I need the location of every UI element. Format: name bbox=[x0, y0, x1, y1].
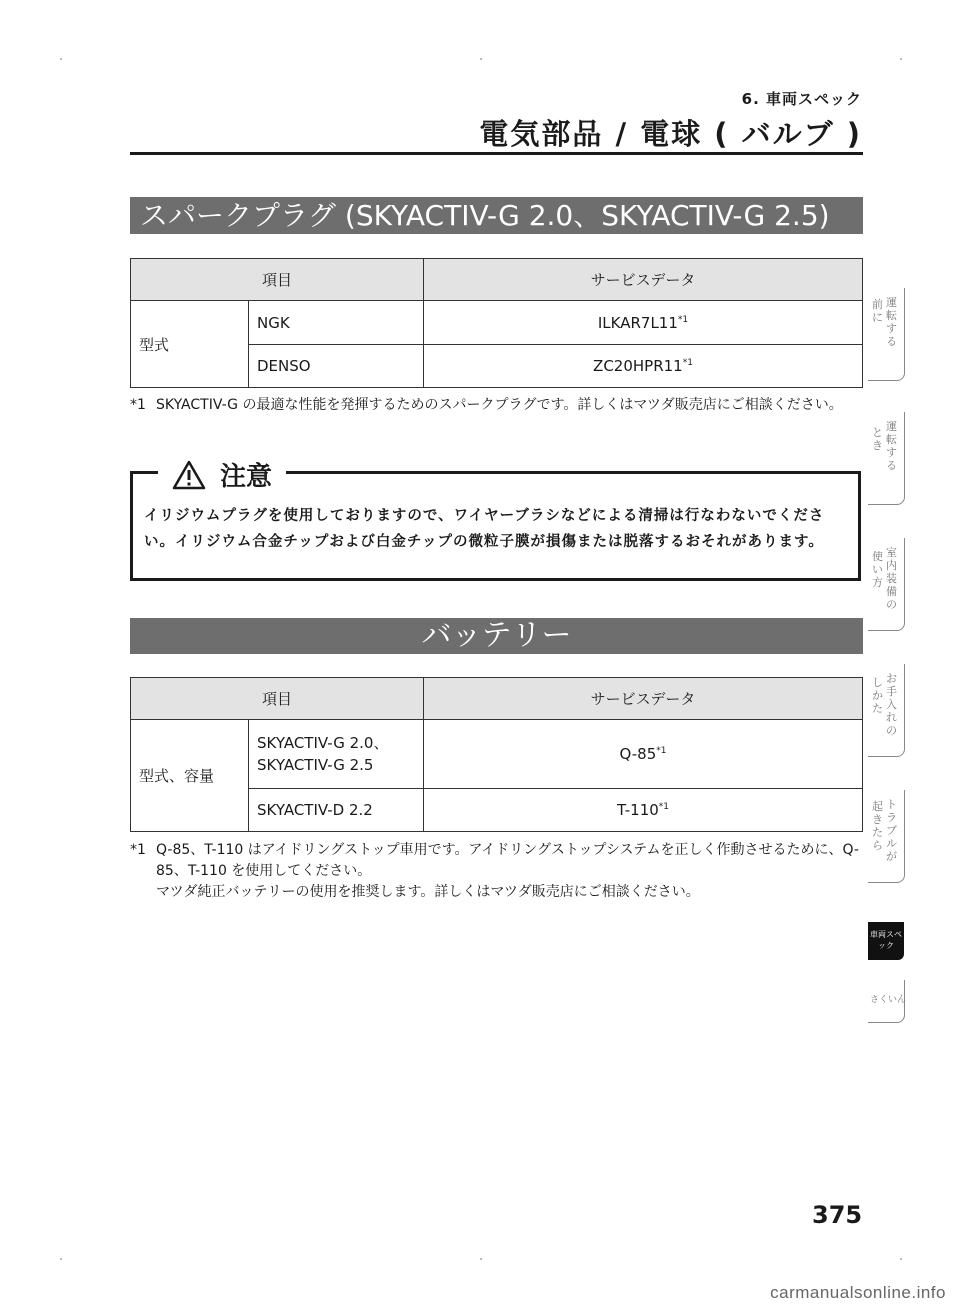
battery-type-label: 型式、容量 bbox=[131, 720, 249, 831]
crop-mark bbox=[900, 1258, 902, 1260]
side-tab-before-driving[interactable]: 前に 運転する bbox=[868, 288, 905, 381]
caution-text: イリジウムプラグを使用しておりますので、ワイヤーブラシなどによる清掃は行なわないでください。イリジウム合金チップおよび白金チップの微粒子膜が損傷または脱落するおそれがあります。 bbox=[144, 508, 825, 550]
footnote-mark: *1 bbox=[656, 746, 667, 756]
side-tab-interior[interactable]: 使い方 室内装備の bbox=[868, 538, 905, 631]
crop-mark bbox=[60, 1258, 62, 1260]
column-header-item: 項目 bbox=[131, 259, 424, 301]
battery-table bbox=[130, 677, 863, 832]
spark-value-ngk: ILKAR7L11$^{*1}$ bbox=[424, 301, 863, 345]
spark-maker-denso: DENSO bbox=[257, 357, 311, 375]
caution-title: 注意 bbox=[220, 462, 273, 492]
spark-value-denso: ZC20HPR11$^{*1}$ bbox=[424, 345, 863, 388]
crop-mark bbox=[900, 58, 902, 60]
spark-maker-ngk: NGK bbox=[249, 301, 423, 345]
battery-value-q85: Q-85$^{*1}$ bbox=[424, 720, 863, 789]
side-tab-specifications[interactable]: 車両スペック bbox=[868, 922, 904, 960]
spark-type-cell bbox=[131, 301, 424, 388]
battery-model-d: SKYACTIV-D 2.2 bbox=[257, 801, 373, 819]
chapter-title: 6. 車両スペック bbox=[741, 90, 862, 108]
battery-section-title: バッテリー bbox=[130, 618, 863, 654]
spark-plug-footnote: *1 SKYACTIV-G の最適な性能を発揮するためのスパークプラグです。詳しくはマツダ販売店にご相談ください。 bbox=[130, 397, 843, 413]
side-tab-trouble[interactable]: 起きたら トラブルが bbox=[868, 790, 905, 883]
footnote-mark: *1 bbox=[658, 802, 670, 812]
spark-plug-table bbox=[130, 258, 863, 388]
caution-header bbox=[158, 456, 286, 493]
title-divider bbox=[130, 152, 863, 155]
spark-type-label: 型式 bbox=[131, 301, 249, 387]
warning-icon bbox=[172, 460, 206, 490]
column-header-service-data: サービスデータ bbox=[424, 259, 863, 301]
spark-plug-section-title: スパークプラグ (SKYACTIV-G 2.0、SKYACTIV-G 2.5) bbox=[130, 197, 863, 234]
battery-value-t110: T-110$^{*1}$ bbox=[424, 789, 863, 832]
page-title: 電気部品 / 電球 ( バルブ ) bbox=[479, 117, 862, 151]
footnote-mark: *1 bbox=[682, 358, 693, 368]
side-tab-index[interactable]: さくいん bbox=[868, 980, 905, 1023]
column-header-item: 項目 bbox=[131, 678, 424, 720]
battery-footnote: *1 Q-85、T-110 はアイドリングストップ車用です。アイドリングストップシステムを正しく作動させるために、Q-85、T-110 を使用してください。 マツダ純正バッテリーの使用を推奨します。詳しくはマツダ販売店にご相談ください。 bbox=[130, 842, 859, 900]
battery-model-g: SKYACTIV-G 2.0、 SKYACTIV-G 2.5 bbox=[249, 720, 423, 789]
battery-type-cell bbox=[131, 720, 424, 832]
side-tab-maintenance[interactable]: しかた お手入れの bbox=[868, 664, 905, 757]
footnote-mark: *1 bbox=[677, 314, 689, 325]
page-number: 375 bbox=[812, 1201, 863, 1229]
column-header-service-data: サービスデータ bbox=[424, 678, 863, 720]
crop-mark bbox=[60, 58, 62, 60]
watermark: carmanualsonline.info bbox=[770, 1283, 946, 1302]
side-tab-while-driving[interactable]: とき 運転する bbox=[868, 412, 905, 505]
crop-mark bbox=[480, 1258, 482, 1260]
crop-mark bbox=[480, 58, 482, 60]
